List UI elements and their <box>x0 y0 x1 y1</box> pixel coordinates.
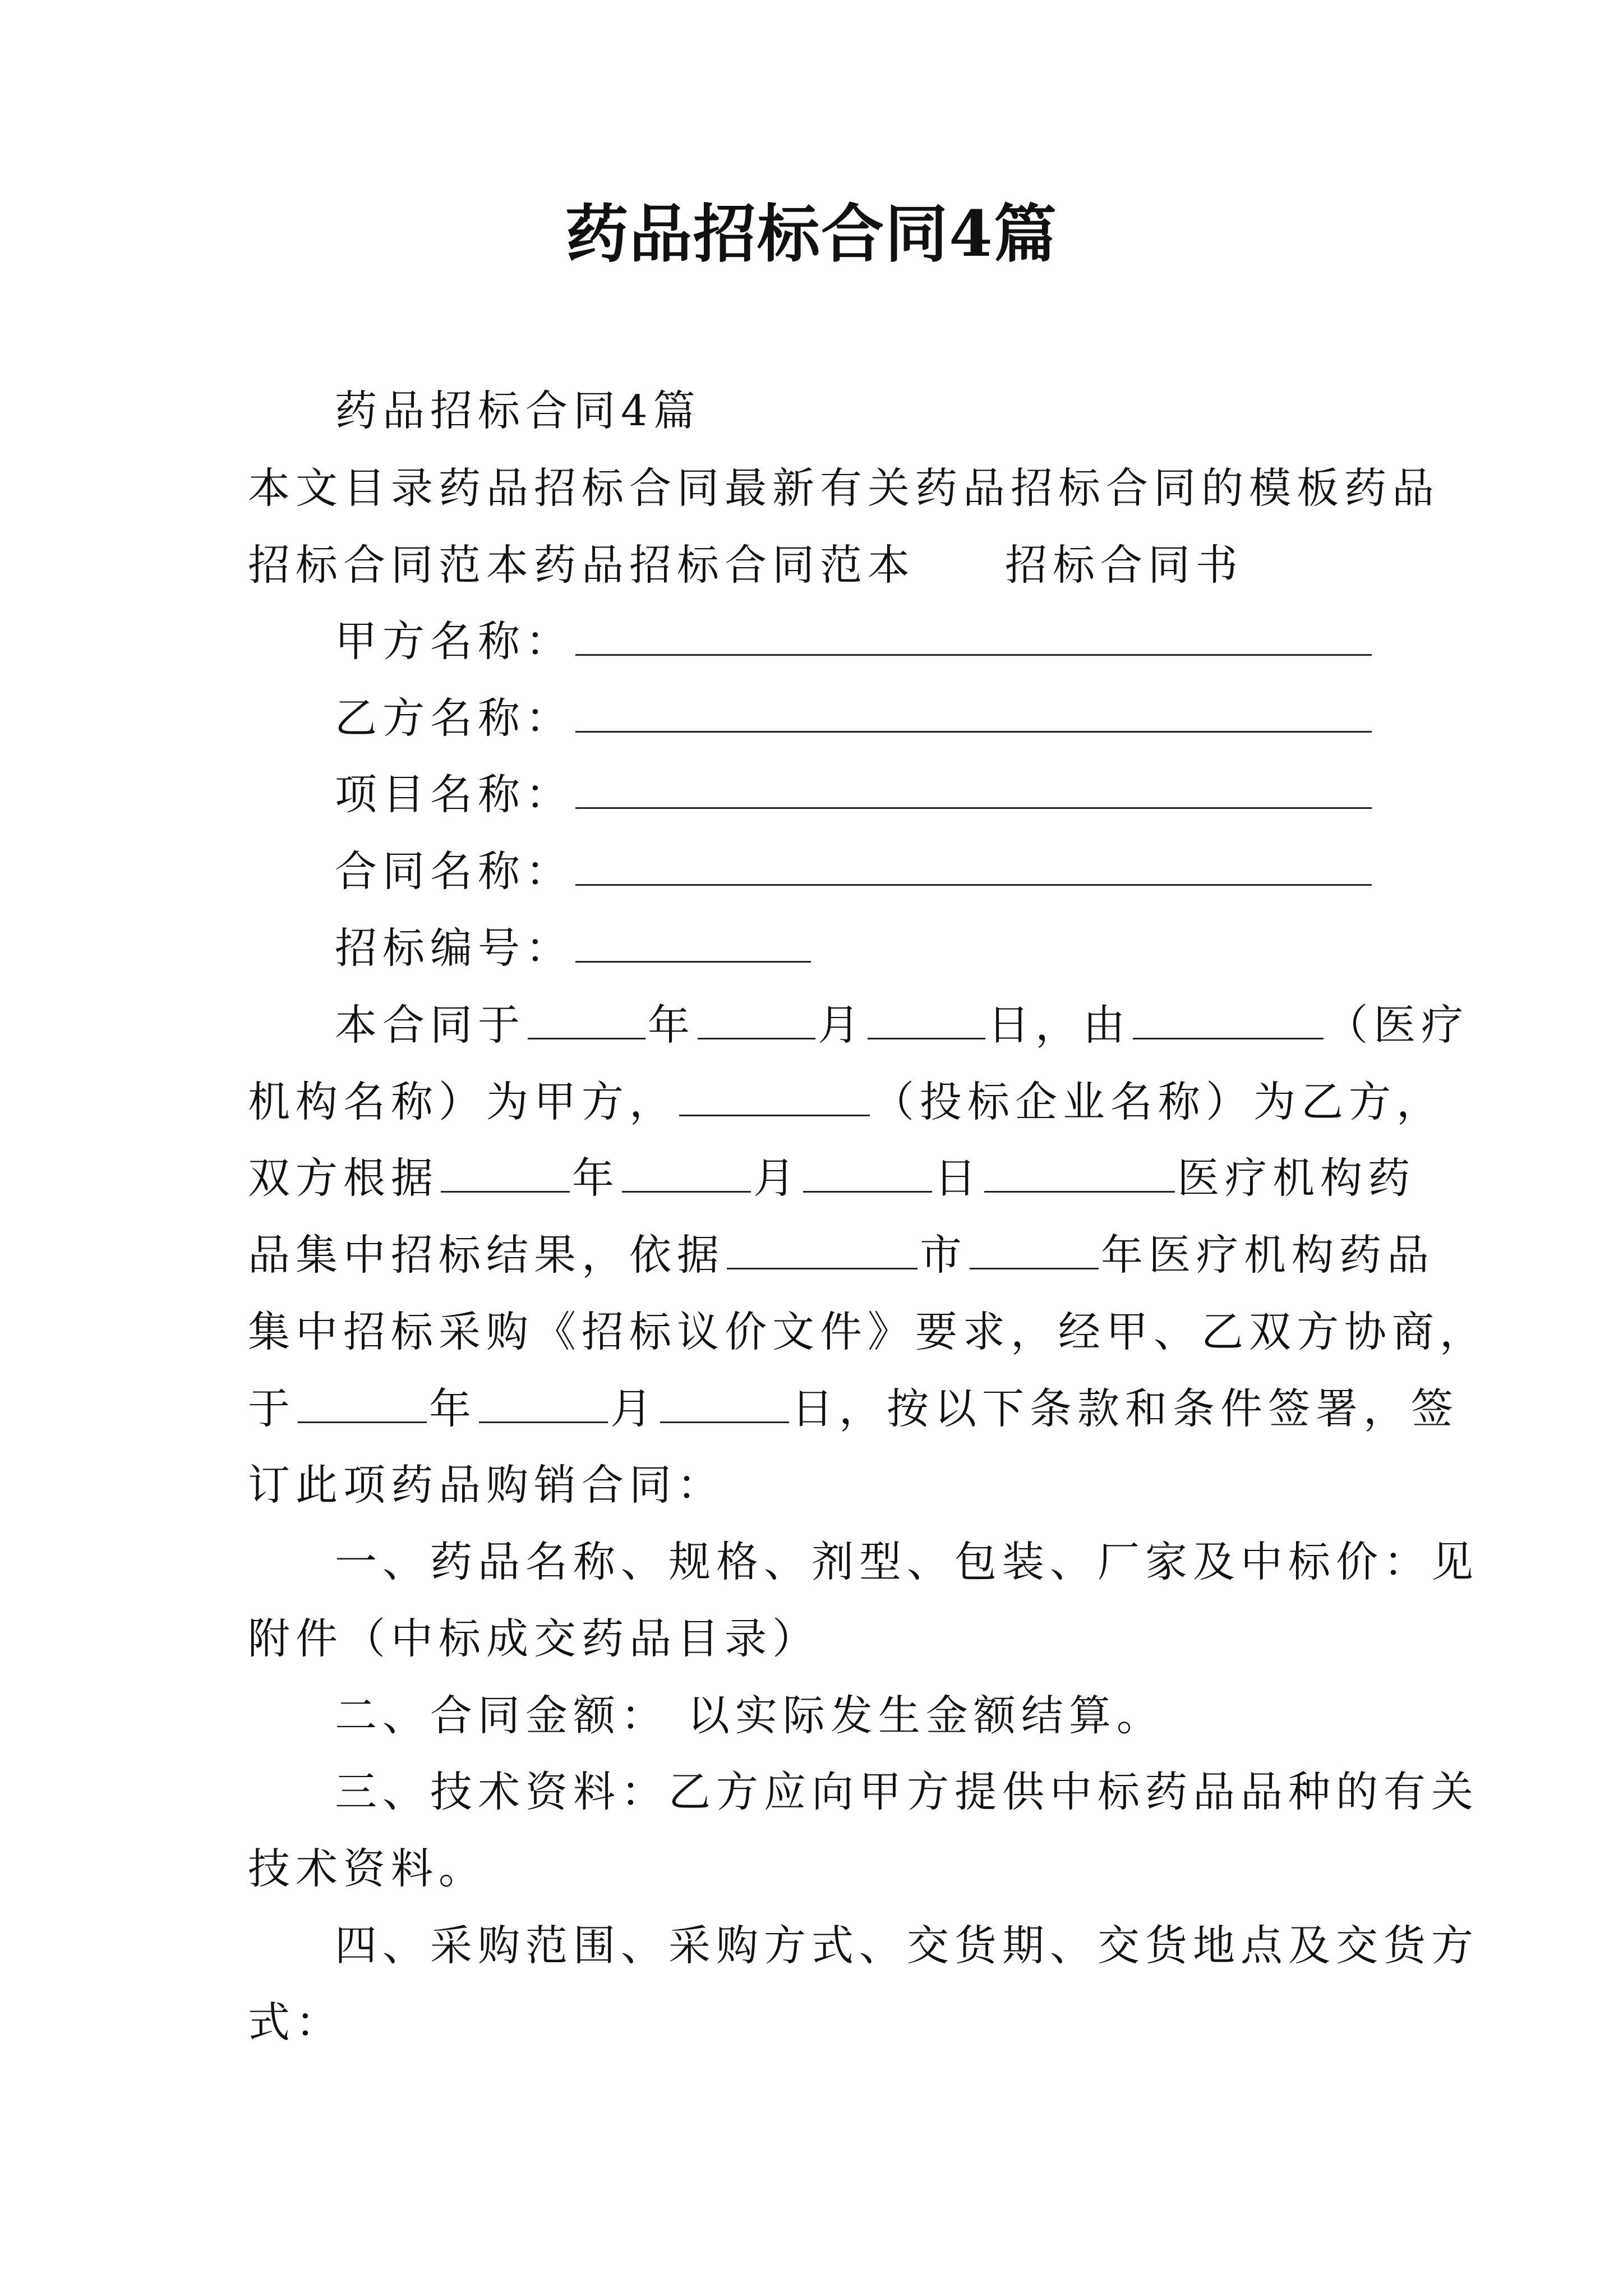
clause-3-line-2: 技术资料。 <box>248 1844 487 1893</box>
para1-line-6 <box>248 1381 1459 1437</box>
project-blank <box>575 768 1372 809</box>
blank <box>660 1382 789 1423</box>
clause-4-line-1: 四、采购范围、采购方式、交货期、交货地点及交货方 <box>335 1921 1479 1970</box>
text-run: 市 <box>920 1230 968 1280</box>
toc-line-2 <box>248 537 1392 593</box>
text-run: 年医疗机构药品 <box>1101 1230 1435 1280</box>
para1-line-1 <box>248 997 1479 1053</box>
toc-line-2-a: 招标合同范本药品招标合同范本 <box>248 540 916 590</box>
clause-2: 二、合同金额： 以实际发生金额结算。 <box>335 1691 1164 1740</box>
text-run: 日，按以下条款和条件签署，签 <box>791 1384 1459 1433</box>
toc-line-2-b: 招标合同书 <box>1005 540 1244 590</box>
blank <box>970 1228 1099 1269</box>
para1-line-3 <box>248 1150 1416 1206</box>
text-run: 日 <box>934 1153 983 1203</box>
party-a-blank <box>575 615 1372 656</box>
text-run: 医疗机构药 <box>1177 1153 1416 1203</box>
blank <box>868 999 985 1039</box>
blank <box>727 1228 917 1269</box>
subtitle: 药品招标合同4篇 <box>335 386 701 435</box>
bid-no-blank <box>575 922 811 963</box>
para1-line-4 <box>248 1227 1435 1283</box>
party-b-blank <box>575 692 1372 733</box>
field-party-a <box>248 613 1479 669</box>
blank <box>803 1152 932 1193</box>
text-run: 月 <box>753 1153 801 1203</box>
para1-line-7: 订此项药品购销合同： <box>248 1460 725 1510</box>
field-bid-no <box>248 920 1479 976</box>
text-run: 年 <box>572 1153 620 1203</box>
field-project <box>248 766 1479 822</box>
toc-line-1: 本文目录药品招标合同最新有关药品招标合同的模板药品 <box>248 463 1440 513</box>
contract-blank <box>575 845 1372 886</box>
blank <box>1133 999 1324 1039</box>
blank <box>984 1152 1175 1193</box>
text-run: 年 <box>429 1384 477 1433</box>
field-label: 乙方名称： <box>335 693 574 743</box>
text-run: （投标企业名称）为乙方， <box>872 1077 1445 1126</box>
blank <box>479 1382 608 1423</box>
blank <box>528 999 645 1039</box>
text-run: 月 <box>610 1384 658 1433</box>
blank <box>622 1152 751 1193</box>
clause-3-line-1: 三、技术资料：乙方应向甲方提供中标药品品种的有关 <box>335 1767 1479 1816</box>
clause-4-line-2: 式： <box>248 1998 344 2047</box>
text-run: 本合同于 <box>335 1000 526 1050</box>
field-label: 合同名称： <box>335 846 574 896</box>
text-run: 月 <box>818 1000 866 1050</box>
text-run: 双方根据 <box>248 1153 439 1203</box>
field-label: 项目名称： <box>335 770 574 819</box>
blank <box>679 1075 870 1116</box>
field-label: 甲方名称： <box>335 616 574 666</box>
blank <box>298 1382 427 1423</box>
para1-line-2 <box>248 1074 1445 1130</box>
text-run: 机构名称）为甲方， <box>248 1077 677 1126</box>
para1-line-5: 集中招标采购《招标议价文件》要求，经甲、乙双方协商， <box>248 1307 1488 1356</box>
blank <box>441 1152 570 1193</box>
text-run: 年 <box>648 1000 696 1050</box>
text-run: （医疗 <box>1326 1000 1469 1050</box>
document-title: 药品招标合同4篇 <box>565 197 1058 271</box>
clause-1-line-1: 一、药品名称、规格、剂型、包装、厂家及中标价：见 <box>335 1537 1479 1586</box>
text-run: 于 <box>248 1384 296 1433</box>
field-contract <box>248 843 1479 899</box>
blank <box>698 999 815 1039</box>
text-run: 品集中招标结果，依据 <box>248 1230 725 1280</box>
field-party-b <box>248 690 1479 746</box>
field-label: 招标编号： <box>335 923 574 973</box>
clause-1-line-2: 附件（中标成交药品目录） <box>248 1614 820 1663</box>
text-run: 日，由 <box>988 1000 1131 1050</box>
